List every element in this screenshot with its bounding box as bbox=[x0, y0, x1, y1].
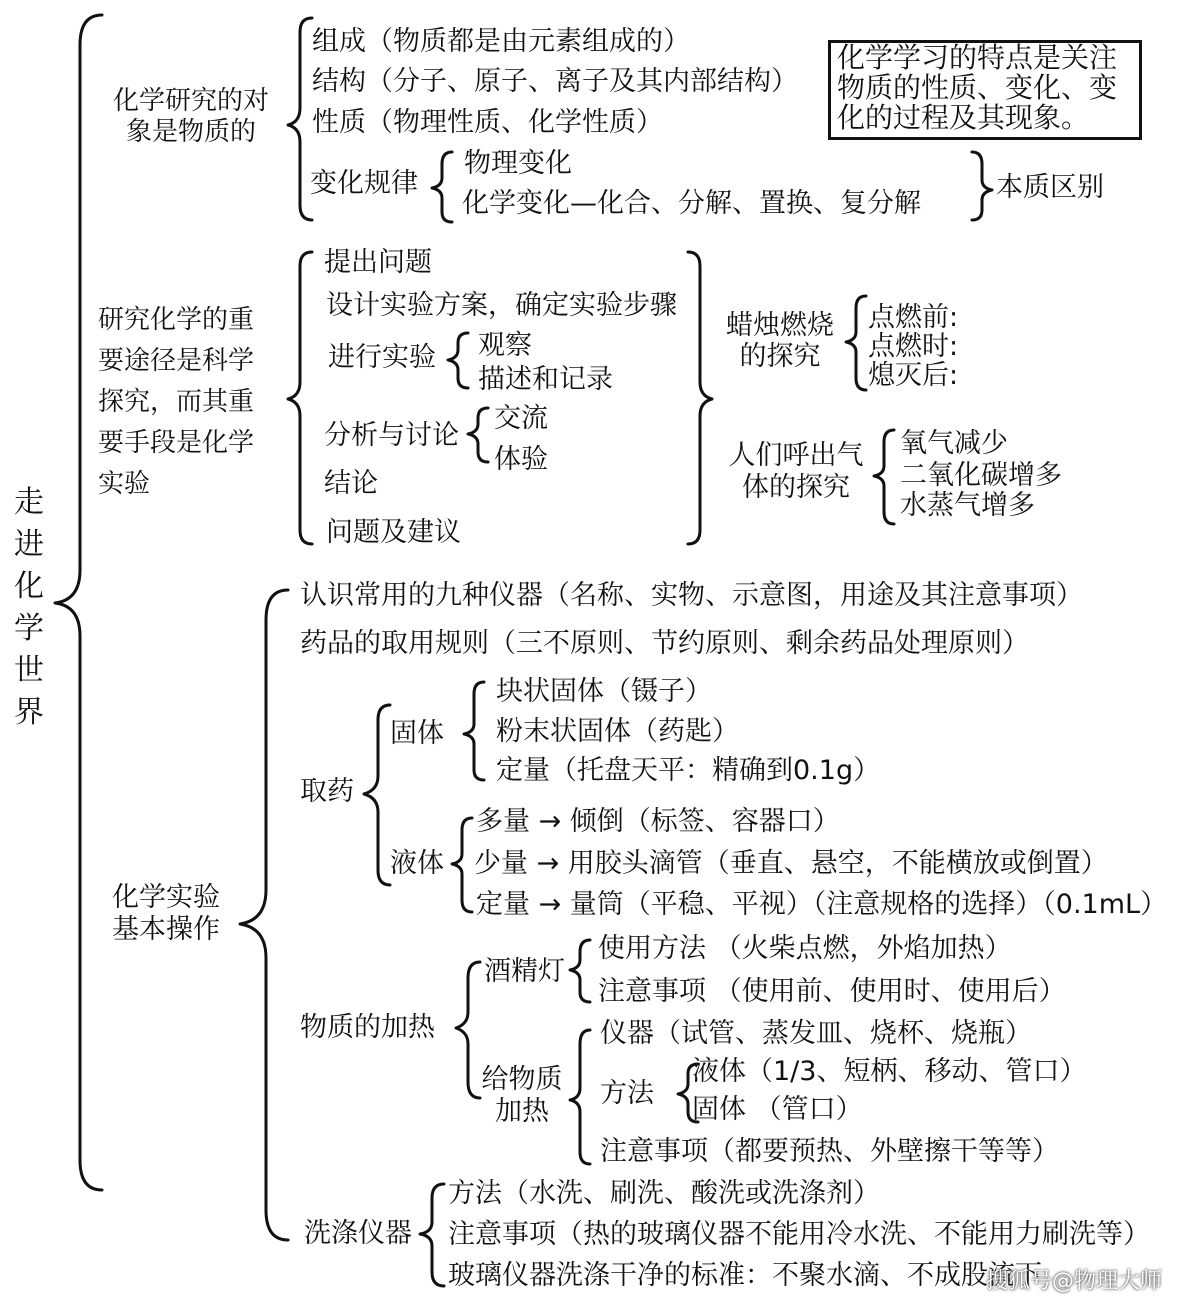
breath-brace bbox=[874, 430, 894, 524]
take-brace bbox=[364, 705, 390, 885]
watermark: 搜狐号@物理大师 bbox=[986, 1269, 1163, 1294]
liquid-quant: 定量 → 量筒（平稳、平视）（注意规格的选择）（0.1mL） bbox=[476, 889, 1168, 920]
wash-method: 方法（水洗、刷洗、酸洗或洗涤剂） bbox=[448, 1178, 880, 1209]
heat-label: 物质的加热 bbox=[300, 1012, 435, 1043]
give-instrument: 仪器（试管、蒸发皿、烧杯、烧瓶） bbox=[600, 1018, 1032, 1049]
candle-label: 蜡烛燃烧的探究 bbox=[726, 310, 834, 372]
note-text: 化学学习的特点是关注物质的性质、变化、变化的过程及其现象。 bbox=[837, 41, 1118, 134]
solid-quant: 定量（托盘天平：精确到0.1g） bbox=[496, 755, 881, 786]
analysis-experience: 体验 bbox=[494, 444, 548, 475]
wash-label: 洗涤仪器 bbox=[304, 1218, 412, 1249]
root-brace bbox=[55, 15, 102, 1190]
s3-instruments: 认识常用的九种仪器（名称、实物、示意图，用途及其注意事项） bbox=[300, 580, 1083, 611]
solid-brace bbox=[464, 682, 484, 780]
s2-step-analysis: 分析与讨论 bbox=[324, 420, 459, 451]
change-physical: 物理变化 bbox=[464, 148, 572, 179]
note-box bbox=[828, 40, 1142, 140]
candle-during: 点燃时: bbox=[868, 331, 959, 362]
liquid-brace bbox=[452, 818, 472, 912]
exp-record: 描述和记录 bbox=[478, 364, 613, 395]
heat-brace bbox=[456, 962, 480, 1098]
method-liquid: 液体（1/3、短柄、移动、管口） bbox=[692, 1056, 1087, 1087]
give-brace bbox=[570, 1030, 590, 1164]
root-label: 走进化学世界 bbox=[14, 485, 44, 730]
lamp-brace bbox=[570, 940, 590, 1002]
give-caution: 注意事项（都要预热、外壁擦干等等） bbox=[600, 1136, 1059, 1167]
breath-co2: 二氧化碳增多 bbox=[900, 460, 1062, 491]
liquid-label: 液体 bbox=[390, 848, 444, 879]
s2-right-brace bbox=[688, 252, 712, 544]
lamp-use: 使用方法 （火柴点燃，外焰加热） bbox=[598, 933, 1012, 964]
s3-label: 化学实验基本操作 bbox=[112, 882, 220, 945]
take-label: 取药 bbox=[300, 776, 354, 807]
s1-item-composition: 组成（物质都是由元素组成的） bbox=[312, 26, 690, 57]
breath-label: 人们呼出气体的探究 bbox=[728, 440, 864, 503]
lamp-caution: 注意事项 （使用前、使用时、使用后） bbox=[598, 976, 1066, 1007]
liquid-large: 多量 → 倾倒（标签、容器口） bbox=[476, 806, 840, 837]
s1-item-property: 性质（物理性质、化学性质） bbox=[312, 107, 663, 138]
lamp-label: 酒精灯 bbox=[484, 956, 565, 987]
s2-step-design: 设计实验方案，确定实验步骤 bbox=[326, 290, 677, 321]
s1-item-structure: 结构（分子、原子、离子及其内部结构） bbox=[312, 66, 798, 97]
solid-lump: 块状固体（镊子） bbox=[496, 676, 712, 707]
give-label: 给物质加热 bbox=[481, 1064, 563, 1127]
method-label: 方法 bbox=[600, 1078, 654, 1109]
candle-brace bbox=[846, 296, 866, 390]
breath-vapor: 水蒸气增多 bbox=[900, 490, 1035, 521]
analysis-brace bbox=[468, 408, 488, 462]
wash-brace bbox=[420, 1184, 444, 1286]
s2-step-suggestion: 问题及建议 bbox=[326, 517, 461, 548]
breath-oxygen: 氧气减少 bbox=[900, 428, 1008, 459]
method-solid: 固体 （管口） bbox=[692, 1094, 863, 1125]
s2-label: 研究化学的重要途径是科学探究，而其重要手段是化学实验 bbox=[98, 305, 255, 499]
candle-after: 熄灭后: bbox=[868, 360, 959, 391]
wash-standard: 玻璃仪器洗涤干净的标准：不聚水滴、不成股流下 bbox=[448, 1260, 1042, 1291]
s3-rules: 药品的取用规则（三不原则、节约原则、剩余药品处理原则） bbox=[300, 628, 1029, 659]
s3-brace bbox=[240, 590, 288, 1240]
s2-brace bbox=[288, 252, 312, 544]
essence-brace bbox=[972, 152, 992, 220]
wash-caution: 注意事项（热的玻璃仪器不能用冷水洗、不能用力刷洗等） bbox=[448, 1219, 1150, 1250]
s1-label: 化学研究的对象是物质的 bbox=[112, 86, 269, 147]
essence-label: 本质区别 bbox=[996, 172, 1104, 203]
change-brace bbox=[432, 152, 452, 222]
candle-before: 点燃前: bbox=[868, 302, 959, 333]
solid-label: 固体 bbox=[390, 718, 444, 749]
change-chemical: 化学变化—化合、分解、置换、复分解 bbox=[462, 188, 921, 219]
s2-step-experiment: 进行实验 bbox=[328, 342, 436, 373]
s2-step-question: 提出问题 bbox=[324, 247, 432, 278]
s1-brace bbox=[288, 18, 312, 220]
liquid-small: 少量 → 用胶头滴管（垂直、悬空，不能横放或倒置） bbox=[474, 848, 1108, 879]
analysis-exchange: 交流 bbox=[494, 403, 548, 434]
exp-observe: 观察 bbox=[478, 330, 532, 361]
s1-item-change: 变化规律 bbox=[310, 168, 418, 199]
solid-powder: 粉末状固体（药匙） bbox=[496, 716, 739, 747]
exp-brace bbox=[448, 333, 468, 388]
s2-step-conclusion: 结论 bbox=[324, 468, 378, 499]
